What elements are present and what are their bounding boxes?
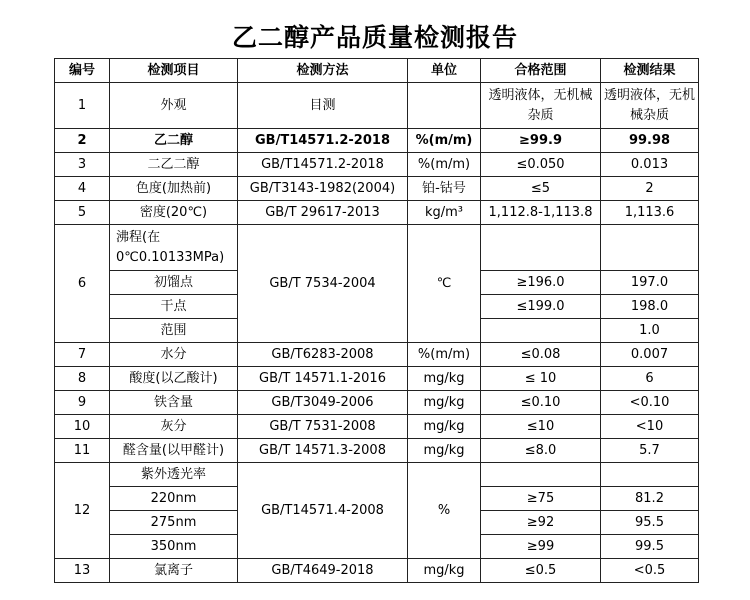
cell-method: GB/T6283-2008 [238, 343, 408, 367]
cell-result [601, 225, 699, 271]
cell-result: 1.0 [601, 319, 699, 343]
cell-unit: mg/kg [408, 559, 481, 583]
cell-item: 色度(加热前) [110, 177, 238, 201]
table-row [55, 367, 699, 391]
cell-method: GB/T14571.4-2008 [238, 463, 408, 559]
cell-unit: % [408, 463, 481, 559]
table-row [55, 463, 699, 487]
cell-method: GB/T3049-2006 [238, 391, 408, 415]
cell-range: ≤0.08 [481, 343, 601, 367]
cell-item: 初馏点 [110, 271, 238, 295]
cell-unit: mg/kg [408, 367, 481, 391]
cell-no: 3 [55, 153, 110, 177]
cell-item: 220nm [110, 487, 238, 511]
cell-method: GB/T3143-1982(2004) [238, 177, 408, 201]
cell-no: 10 [55, 415, 110, 439]
header-item: 检测项目 [110, 59, 238, 83]
cell-method: GB/T 7531-2008 [238, 415, 408, 439]
cell-result: 99.98 [601, 129, 699, 153]
cell-method: GB/T 7534-2004 [238, 225, 408, 343]
cell-method: 目测 [238, 83, 408, 129]
table-row [55, 439, 699, 463]
cell-no: 1 [55, 83, 110, 129]
header-result: 检测结果 [601, 59, 699, 83]
cell-result: 1,113.6 [601, 201, 699, 225]
page-title: 乙二醇产品质量检测报告 [231, 23, 518, 52]
cell-result: 透明液体，无机械杂质 [601, 83, 699, 129]
cell-no: 13 [55, 559, 110, 583]
cell-result: 81.2 [601, 487, 699, 511]
cell-method: GB/T14571.2-2018 [238, 129, 408, 153]
cell-item: 水分 [110, 343, 238, 367]
cell-range: ≤10 [481, 415, 601, 439]
cell-result: 2 [601, 177, 699, 201]
cell-item: 干点 [110, 295, 238, 319]
cell-range [481, 319, 601, 343]
cell-result: <10 [601, 415, 699, 439]
table-row [55, 415, 699, 439]
cell-range [481, 463, 601, 487]
header-unit: 单位 [408, 59, 481, 83]
cell-range: ≤0.5 [481, 559, 601, 583]
table-row [55, 201, 699, 225]
quality-report-table [54, 58, 699, 583]
cell-item: 275nm [110, 511, 238, 535]
cell-result: <0.5 [601, 559, 699, 583]
cell-unit: mg/kg [408, 391, 481, 415]
cell-item: 铁含量 [110, 391, 238, 415]
cell-item: 灰分 [110, 415, 238, 439]
cell-method: GB/T14571.2-2018 [238, 153, 408, 177]
cell-no: 11 [55, 439, 110, 463]
cell-no: 12 [55, 463, 110, 559]
cell-range: ≤199.0 [481, 295, 601, 319]
cell-item: 酸度(以乙酸计) [110, 367, 238, 391]
table-row [55, 391, 699, 415]
cell-unit: %(m/m) [408, 343, 481, 367]
header-method: 检测方法 [238, 59, 408, 83]
cell-no: 9 [55, 391, 110, 415]
cell-unit [408, 83, 481, 129]
cell-range: ≥92 [481, 511, 601, 535]
cell-item: 密度(20℃) [110, 201, 238, 225]
cell-range: ≥75 [481, 487, 601, 511]
cell-range: ≤8.0 [481, 439, 601, 463]
table-row [55, 177, 699, 201]
cell-no: 6 [55, 225, 110, 343]
cell-range: ≥99.9 [481, 129, 601, 153]
cell-method: GB/T 14571.1-2016 [238, 367, 408, 391]
cell-method: GB/T 29617-2013 [238, 201, 408, 225]
header-no: 编号 [55, 59, 110, 83]
cell-item: 沸程(在0℃0.10133MPa) [110, 225, 238, 271]
cell-result: <0.10 [601, 391, 699, 415]
cell-result: 197.0 [601, 271, 699, 295]
table-row [55, 129, 699, 153]
cell-item: 紫外透光率 [110, 463, 238, 487]
cell-result: 198.0 [601, 295, 699, 319]
cell-range: ≥196.0 [481, 271, 601, 295]
cell-no: 4 [55, 177, 110, 201]
cell-range: ≤0.10 [481, 391, 601, 415]
cell-item: 醛含量(以甲醛计) [110, 439, 238, 463]
cell-unit: %(m/m) [408, 153, 481, 177]
cell-result: 0.007 [601, 343, 699, 367]
cell-method: GB/T 14571.3-2008 [238, 439, 408, 463]
cell-result: 0.013 [601, 153, 699, 177]
cell-range: ≥99 [481, 535, 601, 559]
cell-range: ≤ 10 [481, 367, 601, 391]
table-row [55, 83, 699, 129]
cell-result: 95.5 [601, 511, 699, 535]
cell-range: ≤5 [481, 177, 601, 201]
cell-item: 350nm [110, 535, 238, 559]
cell-unit: mg/kg [408, 415, 481, 439]
cell-no: 7 [55, 343, 110, 367]
cell-result: 6 [601, 367, 699, 391]
cell-unit: ℃ [408, 225, 481, 343]
cell-item: 氯离子 [110, 559, 238, 583]
cell-result [601, 463, 699, 487]
header-range: 合格范围 [481, 59, 601, 83]
table-row [55, 153, 699, 177]
cell-item: 二乙二醇 [110, 153, 238, 177]
cell-range: 透明液体，无机械杂质 [481, 83, 601, 129]
cell-no: 5 [55, 201, 110, 225]
cell-unit: 铂-钴号 [408, 177, 481, 201]
table-row [55, 225, 699, 271]
cell-no: 2 [55, 129, 110, 153]
table-row [55, 559, 699, 583]
cell-item: 范围 [110, 319, 238, 343]
cell-result: 99.5 [601, 535, 699, 559]
cell-no: 8 [55, 367, 110, 391]
cell-result: 5.7 [601, 439, 699, 463]
cell-item: 乙二醇 [110, 129, 238, 153]
cell-unit: %(m/m) [408, 129, 481, 153]
cell-range: ≤0.050 [481, 153, 601, 177]
table-header-row [55, 59, 699, 83]
cell-unit: mg/kg [408, 439, 481, 463]
cell-range [481, 225, 601, 271]
cell-item: 外观 [110, 83, 238, 129]
table-row [55, 343, 699, 367]
cell-method: GB/T4649-2018 [238, 559, 408, 583]
cell-unit: kg/m³ [408, 201, 481, 225]
cell-range: 1,112.8-1,113.8 [481, 201, 601, 225]
